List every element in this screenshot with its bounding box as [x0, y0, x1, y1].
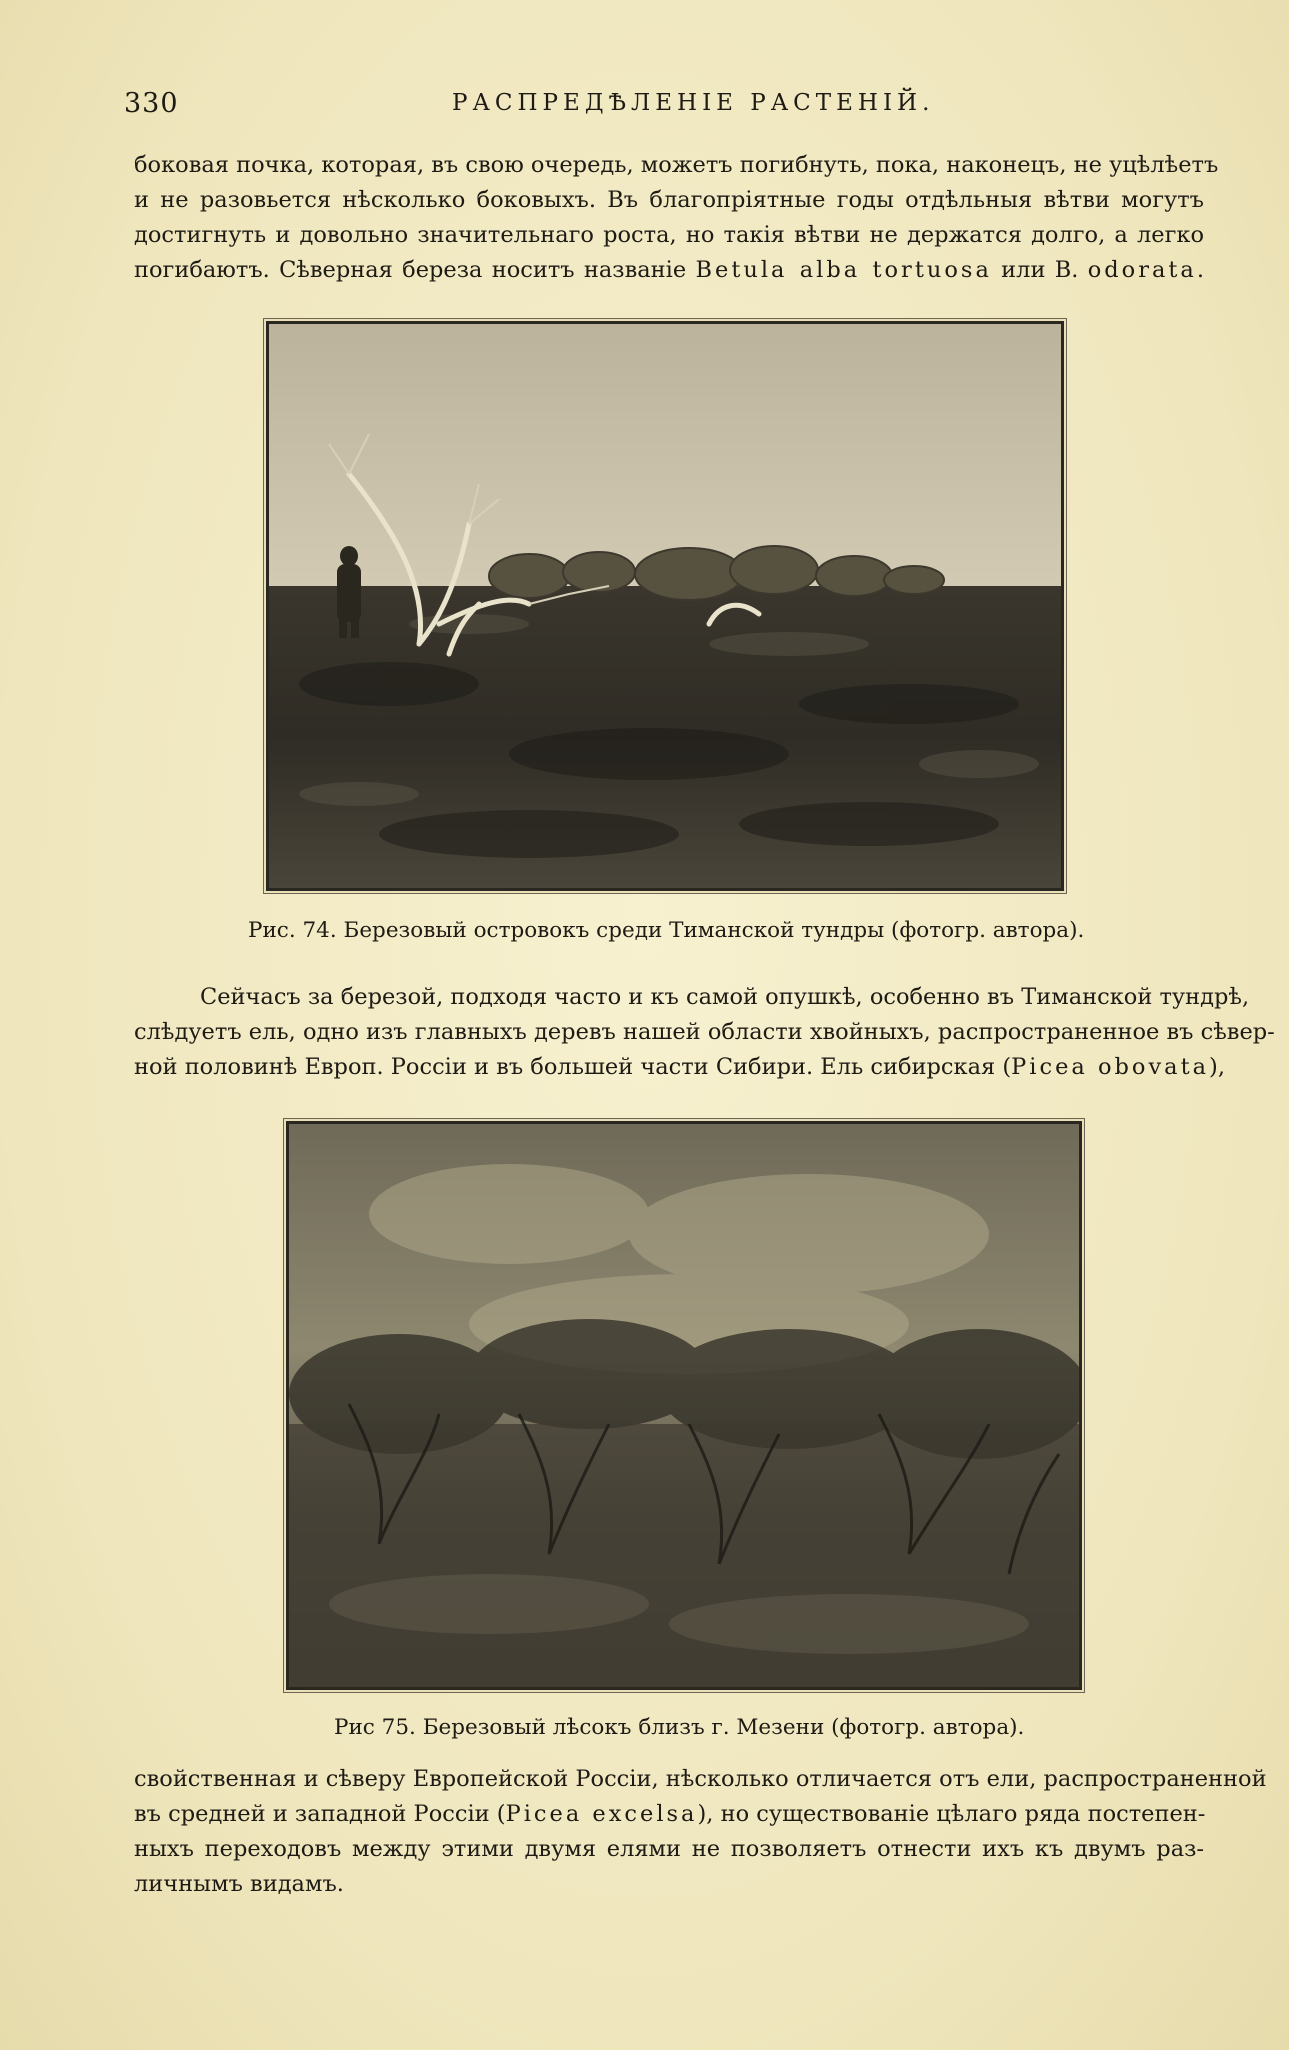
paragraph-1 [134, 148, 1219, 288]
paragraph-1-line-2: и не разовьется нѣсколько боковыхъ. Въ благопріятные годы отдѣльныя вѣтви могутъ [134, 187, 1204, 213]
species-name-odorata: odorata [1087, 257, 1197, 283]
page-header [124, 88, 1204, 128]
paragraph-2-line-3-prefix: ной половинѣ Европ. Россіи и въ большей части Сибири. Ель сибирская ( [134, 1054, 1012, 1080]
paragraph-2-line-1: Сейчасъ за березой, подходя часто и къ самой опушкѣ, особенно въ Тиманской тундрѣ, [200, 984, 1250, 1010]
species-name-betula: Betula alba tortuosa [695, 257, 992, 283]
figure-75-caption: Рис 75. Березовый лѣсокъ близъ г. Мезени (фотогр. автора). [334, 1715, 1025, 1740]
running-title: РАСПРЕДѢЛЕНІЕ РАСТЕНІЙ. [452, 90, 935, 116]
paragraph-3-line-2 [134, 1797, 1204, 1832]
species-name-picea-excelsa: Picea excelsa [505, 1801, 698, 1827]
page-number: 330 [124, 88, 179, 119]
paragraph-2-line-3-suffix: ), [1209, 1054, 1225, 1080]
figure-74-photo [266, 321, 1064, 891]
figure-75-photo [286, 1121, 1082, 1690]
paragraph-3-line-3: ныхъ переходовъ между этими двумя елями не позволяетъ отнести ихъ къ двумъ раз- [134, 1836, 1204, 1862]
birch-grove-photo [289, 1124, 1079, 1687]
paragraph-3 [134, 1762, 1267, 1902]
paragraph-1-line-1: боковая почка, которая, въ свою очередь, можетъ погибнуть, пока, наконецъ, не уцѣлѣетъ [134, 152, 1219, 178]
paragraph-2 [134, 980, 1275, 1085]
paragraph-3-line-4: личнымъ видамъ. [134, 1871, 344, 1897]
paragraph-1-line-4-middle: или В. [991, 257, 1088, 283]
paragraph-3-line-1: свойственная и сѣверу Европейской Россіи, нѣсколько отличается отъ ели, распространенной [134, 1766, 1267, 1792]
figure-74-caption: Рис. 74. Березовый островокъ среди Тиманской тундры (фотогр. автора). [248, 918, 1085, 943]
paragraph-1-line-4 [134, 253, 1204, 288]
paragraph-2-line-2: слѣдуетъ ель, одно изъ главныхъ деревъ нашей области хвойныхъ, распространенное въ сѣвер- [134, 1019, 1275, 1045]
paragraph-1-line-3: достигнуть и довольно значительнаго роста, но такія вѣтви не держатся долго, а легко [134, 222, 1204, 248]
paragraph-1-line-4-suffix: . [1196, 257, 1204, 283]
paragraph-3-line-2-prefix: въ средней и западной Россіи ( [134, 1801, 506, 1827]
paragraph-1-line-4-prefix: погибаютъ. Сѣверная береза носитъ названіе [134, 257, 696, 283]
species-name-picea-obovata: Picea obovata [1011, 1054, 1210, 1080]
paragraph-3-line-2-suffix: ), но существованіе цѣлаго ряда постепен- [697, 1801, 1206, 1827]
tundra-birch-photo [269, 324, 1061, 888]
paragraph-2-line-3 [134, 1050, 1225, 1085]
